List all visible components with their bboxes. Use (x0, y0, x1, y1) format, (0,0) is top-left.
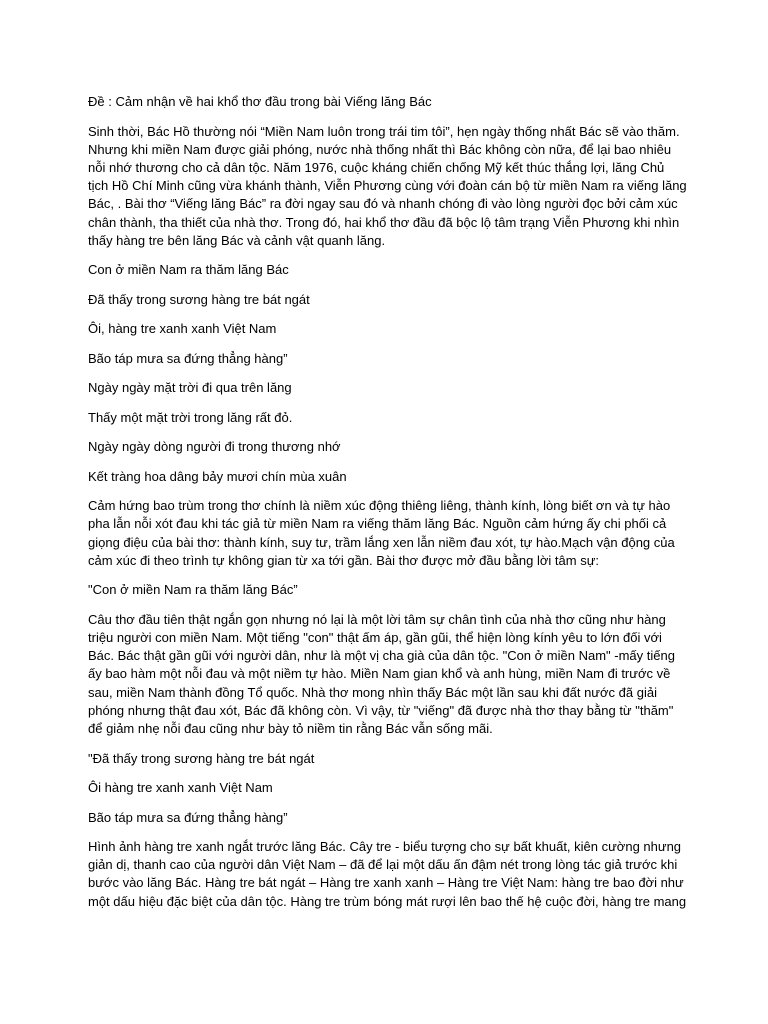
poem-line: Ôi, hàng tre xanh xanh Việt Nam (88, 321, 277, 337)
poem-line: Bão táp mưa sa đứng thẳng hàng” (88, 350, 288, 366)
intro-paragraph: Sinh thời, Bác Hồ thường nói “Miền Nam luôn trong trái tim tôi”, hẹn ngày thống nhất Bác sẽ vào thăm. Nhưng khi miền Nam được giải phóng, nước nhà thống nhất thì Bác không còn nữa, để lại bao nhiêu nỗi nhớ thương cho cả dân tộc. Năm 1976, cuộc kháng chiến chống Mỹ kết thúc thắng lợi, lăng Chủ tịch Hồ Chí Minh cũng vừa khánh thành, Viễn Phương cùng với đoàn cán bộ từ miền Nam ra viếng lăng Bác, . Bài thơ “Viếng lăng Bác” ra đời ngay sau đó và nhanh chóng đi vào lòng người đọc bởi cảm xúc chân thành, tha thiết của nhà thơ. Trong đó, hai khổ thơ đầu đã bộc lộ tâm trạng Viễn Phương khi nhìn thấy hàng tre bên lăng Bác và cảnh vật quanh lăng. (88, 123, 687, 248)
document-page (88, 93, 688, 922)
quoted-bamboo-line: "Đã thấy trong sương hàng tre bát ngát (88, 750, 315, 766)
poem-line: Ngày ngày mặt trời đi qua trên lăng (88, 380, 292, 396)
poem-line: Kết tràng hoa dâng bảy mươi chín mùa xuân (88, 468, 347, 484)
first-line-analysis-paragraph: Câu thơ đầu tiên thật ngắn gọn nhưng nó lại là một lời tâm sự chân tình của nhà thơ cũng như hàng triệu người con miền Nam. Một tiếng "con" thật ấm áp, gần gũi, thể hiện lòng kính yêu to lớn đối với Bác. Bác thật gần gũi với người dân, như là một vị cha già của dân tộc. "Con ở miền Nam" -mấy tiếng ấy bao hàm một nỗi đau và một niềm tự hào. Miền Nam gian khổ và anh hùng, miền Nam đi trước về sau, miền Nam thành đồng Tổ quốc. Nhà thơ mong nhìn thấy Bác một lần sau khi đất nước đã giải phóng nhưng thật đau xót, Bác đã không còn. Vì vậy, từ "viếng" đã được nhà thơ thay bằng từ "thăm" để giảm nhẹ nỗi đau cũng như bày tỏ niềm tin rằng Bác vẫn sống mãi. (88, 611, 675, 737)
inspiration-paragraph: Cảm hứng bao trùm trong thơ chính là niềm xúc động thiêng liêng, thành kính, lòng biết ơn và tự hào pha lẫn nỗi xót đau khi tác giả từ miền Nam ra viếng thăm lăng Bác. Nguồn cảm hứng ấy chi phối cả giọng điệu của bài thơ: thành kính, suy tư, trầm lắng xen lẫn niềm đau xót, tự hào.Mạch vận động của cảm xúc đi theo trình tự không gian từ xa tới gần. Bài thơ được mở đầu bằng lời tâm sự: (88, 498, 675, 568)
document-heading: Đề : Cảm nhận về hai khổ thơ đầu trong bài Viếng lăng Bác (88, 94, 432, 109)
quoted-bamboo-line: Ôi hàng tre xanh xanh Việt Nam (88, 780, 273, 796)
poem-line: Thấy một mặt trời trong lăng rất đỏ. (88, 409, 293, 425)
quoted-bamboo-line: Bão táp mưa sa đứng thẳng hàng” (88, 809, 288, 825)
poem-line: Con ở miền Nam ra thăm lăng Bác (88, 262, 289, 278)
bamboo-analysis-paragraph: Hình ảnh hàng tre xanh ngắt trước lăng Bác. Cây tre - biểu tượng cho sự bất khuất, kiên cường nhưng giản dị, thanh cao của người dân Việt Nam – đã để lại một dấu ấn đậm nét trong lòng tác giả trước khi bước vào lăng Bác. Hàng tre bát ngát – Hàng tre xanh xanh – Hàng tre Việt Nam: hàng tre bao đời như một dấu hiệu đặc biệt của dân tộc. Hàng tre trùm bóng mát rượi lên bao thế hệ cuộc đời, hàng tre mang (88, 839, 687, 909)
quoted-first-line: "Con ở miền Nam ra thăm lăng Bác” (88, 582, 298, 598)
poem-line: Đã thấy trong sương hàng tre bát ngát (88, 291, 310, 307)
poem-line: Ngày ngày dòng người đi trong thương nhớ (88, 439, 341, 455)
